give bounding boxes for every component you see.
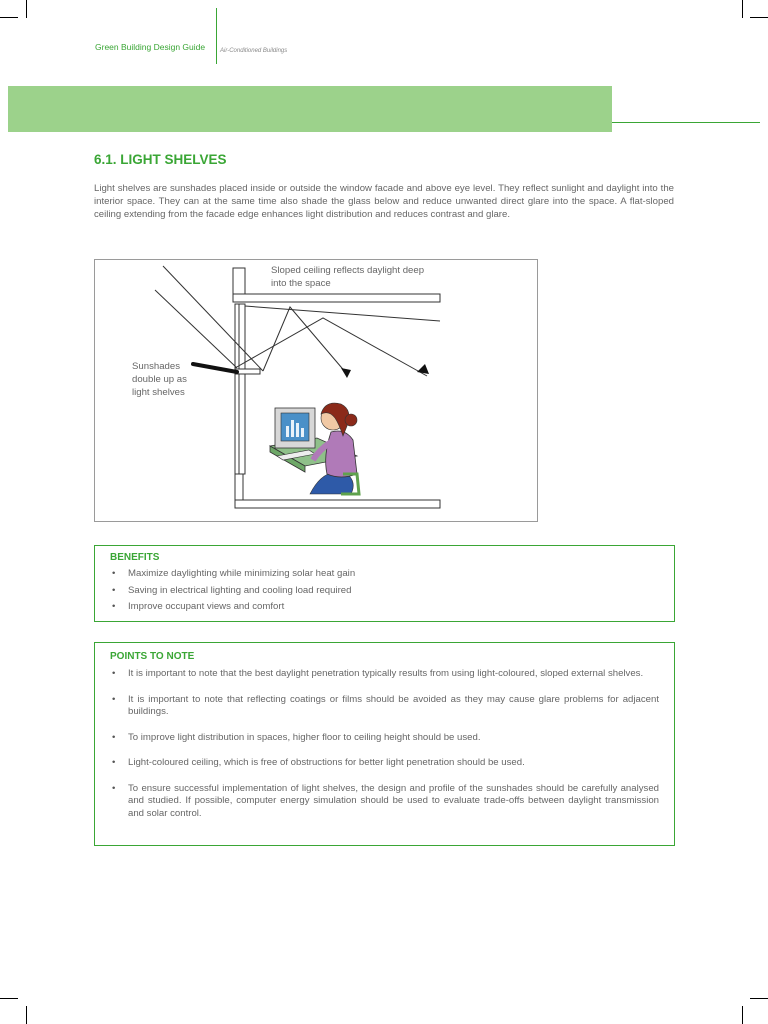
benefits-box — [94, 545, 675, 622]
running-header-subtitle: Air-Conditioned Buildings — [220, 48, 288, 54]
crop-mark — [26, 0, 27, 18]
list-item: • It is important to note that reflecting coatings or films should be avoided as they may cause glare problems for adjacent buildings. — [110, 694, 659, 719]
list-item: • Maximize daylighting while minimizing solar heat gain — [110, 568, 659, 581]
floor-slab — [235, 500, 440, 508]
ceiling-slab — [233, 294, 440, 302]
points-to-note-box — [94, 642, 675, 846]
crop-mark — [750, 17, 768, 18]
header-divider — [216, 8, 217, 64]
window-frame — [233, 268, 245, 500]
sunshade — [193, 364, 237, 372]
list-item: • To ensure successful implementation of light shelves, the design and profile of the sunshades should be carefully analysed and studied. If possible, computer energy simulation should be used to evaluate trade-offs between daylight transmission and solar control. — [110, 783, 659, 821]
points-heading: POINTS TO NOTE — [110, 651, 195, 662]
label-sunshades: Sunshades double up as light shelves — [132, 361, 187, 398]
list-item: • Saving in electrical lighting and cooling load required — [110, 585, 659, 598]
list-item: • Light-coloured ceiling, which is free of obstructions for better light penetration should be used. — [110, 757, 659, 770]
list-item: • It is important to note that the best daylight penetration typically results from using light-coloured, sloped external shelves. — [110, 668, 659, 681]
chapter-band — [8, 86, 612, 132]
crop-mark — [0, 17, 18, 18]
crop-mark — [742, 0, 743, 18]
intro-paragraph: Light shelves are sunshades placed inside or outside the window facade and above eye level. They reflect sunlight and daylight into the interior space. They can at the same time also shade the glass below and reduce unwanted direct glare into the space. A flat-sloped ceiling extending from the facade edge enhances light distribution and reduces contrast and glare. — [94, 183, 674, 220]
chapter-rule — [612, 122, 760, 123]
benefits-list — [110, 568, 659, 614]
benefits-heading: BENEFITS — [110, 552, 160, 563]
list-item: • Improve occupant views and comfort — [110, 601, 659, 614]
crop-mark — [26, 1006, 27, 1024]
light-shelf-diagram — [94, 259, 538, 522]
ray-arrowhead — [341, 368, 351, 378]
crop-mark — [750, 998, 768, 999]
section-title: 6.1. LIGHT SHELVES — [94, 152, 227, 167]
crop-mark — [742, 1006, 743, 1024]
ray-arrowhead — [417, 364, 429, 374]
label-sloped-ceiling: Sloped ceiling reflects daylight deep into the space — [271, 265, 425, 289]
running-header-title: Green Building Design Guide — [95, 42, 206, 52]
list-item: • To improve light distribution in spaces, higher floor to ceiling height should be used. — [110, 732, 659, 745]
points-list — [110, 668, 659, 820]
sloped-ceiling — [245, 306, 440, 321]
crop-mark — [0, 998, 18, 999]
